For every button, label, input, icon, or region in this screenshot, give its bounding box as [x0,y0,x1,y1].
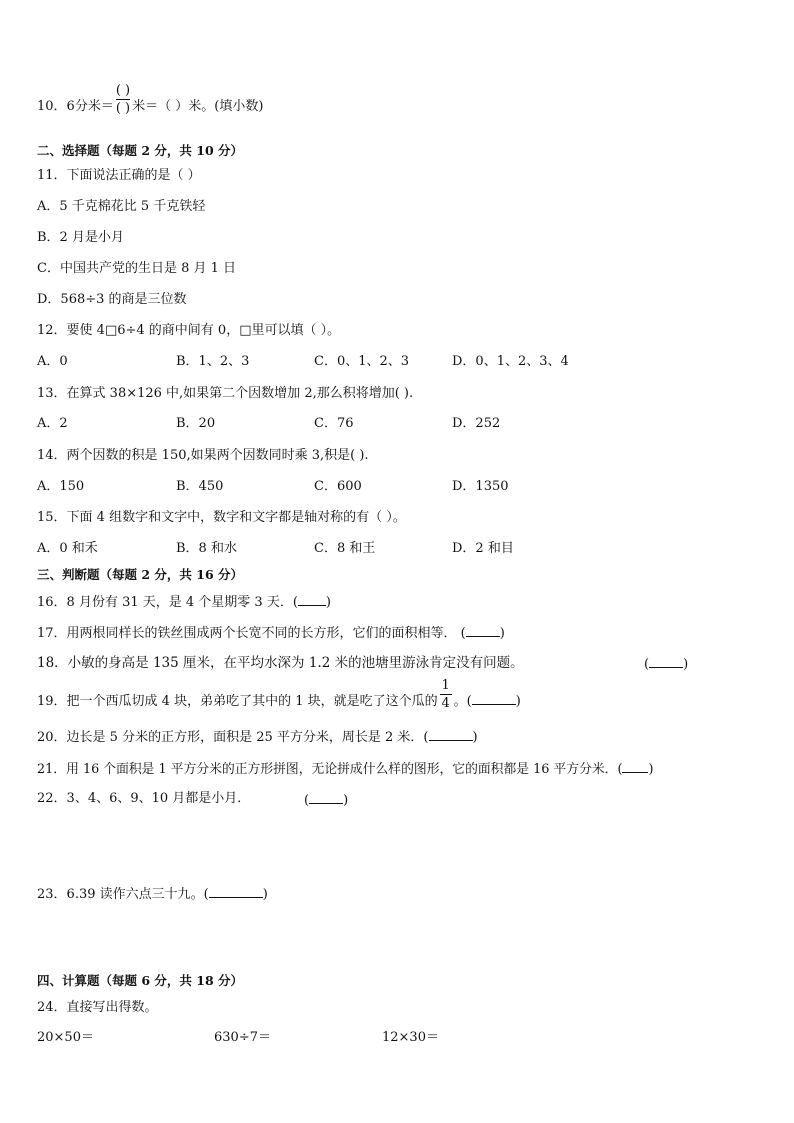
close-paren: ) [472,730,478,745]
question-14-stem: 14．两个因数的积是 150,如果两个因数同时乘 3,积是( ). [37,448,369,463]
q17-answer-blank[interactable] [466,624,500,637]
question-19 [37,678,521,712]
q15-option-d[interactable]: D．2 和目 [452,541,514,556]
q15-option-c[interactable]: C．8 和王 [314,541,376,556]
q11-option-b[interactable]: B．2 月是小月 [37,230,124,245]
close-paren: ) [262,887,268,902]
close-paren: ) [343,793,349,808]
close-paren: ) [683,657,689,672]
question-23 [37,885,268,903]
section-2-heading: 二、选择题（每题 2 分，共 10 分） [37,143,244,158]
q19-denominator: 4 [441,696,450,711]
q13-option-a[interactable]: A．2 [37,416,68,431]
q14-option-a[interactable]: A．150 [37,479,85,494]
open-paren: ( [304,793,310,808]
close-paren: ) [648,762,654,777]
close-paren: ) [499,626,505,641]
q23-text: 23．6.39 读作六点三十九。( [37,887,209,902]
q14-option-c[interactable]: C．600 [314,479,362,494]
open-paren: ( [644,657,650,672]
q13-option-d[interactable]: D．252 [452,416,501,431]
question-10 [37,83,264,117]
q19-numerator: 1 [441,678,450,693]
q16-text: 16．8 月份有 31 天，是 4 个星期零 3 天．( [37,595,298,610]
q10-suffix: 米＝（ ）米。(填小数) [132,99,264,114]
question-16 [37,593,331,611]
q24-expr-2: 630÷7＝ [214,1030,271,1045]
q11-option-a[interactable]: A．5 千克棉花比 5 千克铁轻 [37,199,206,214]
q18-answer-blank[interactable] [649,655,683,668]
q19-fraction [440,677,452,712]
q20-answer-blank[interactable] [429,728,473,741]
question-22 [37,791,250,807]
q13-option-c[interactable]: C．76 [314,416,354,431]
question-20 [37,728,478,746]
q20-text: 20．边长是 5 分米的正方形，面积是 25 平方分米，周长是 2 米．( [37,730,429,745]
q15-option-b[interactable]: B．8 和水 [176,541,237,556]
q22-text: 22．3、4、6、9、10 月都是小月． [37,791,251,806]
question-18 [37,655,524,671]
close-paren: ) [325,595,331,610]
q18-text: 18．小敏的身高是 135 厘米，在平均水深为 1.2 米的池塘里游泳肯定没有问题。 [37,655,524,671]
q14-option-d[interactable]: D．1350 [452,479,509,494]
question-21 [37,760,653,778]
q12-option-b[interactable]: B．1、2、3 [176,354,250,369]
q22-answer-blank[interactable] [309,791,343,804]
question-17 [37,624,505,642]
question-11-stem: 11．下面说法正确的是（ ） [37,168,201,183]
q15-option-a[interactable]: A．0 和禾 [37,541,98,556]
section-4-heading: 四、计算题（每题 6 分，共 18 分） [37,973,244,988]
q10-prefix: 10．6分米＝ [37,99,114,114]
section-3-heading: 三、判断题（每题 2 分，共 16 分） [37,567,244,582]
q24-expr-1: 20×50＝ [37,1030,94,1045]
close-paren: ) [515,694,521,709]
q19-text: 19．把一个西瓜切成 4 块，弟弟吃了其中的 1 块，就是吃了这个瓜的 [37,694,438,709]
q14-option-b[interactable]: B．450 [176,479,224,494]
q23-answer-blank[interactable] [209,885,263,898]
question-24-stem: 24．直接写出得数。 [37,1000,158,1015]
q10-denominator-blank[interactable]: ( ) [115,101,131,116]
q17-text: 17．用两根同样长的铁丝围成两个长宽不同的长方形，它们的面积相等． ( [37,626,466,641]
q12-option-d[interactable]: D．0、1、2、3、4 [452,354,569,369]
q10-fraction [116,82,130,117]
q10-numerator-blank[interactable]: ( ) [115,83,131,98]
q11-option-c[interactable]: C．中国共产党的生日是 8 月 1 日 [37,261,237,276]
question-15-stem: 15．下面 4 组数字和文字中，数字和文字都是轴对称的有（ ）。 [37,510,406,525]
q11-option-d[interactable]: D．568÷3 的商是三位数 [37,292,187,307]
question-13-stem: 13．在算式 38×126 中,如果第二个因数增加 2,那么积将增加( ). [37,386,414,401]
question-12-stem: 12．要使 4□6÷4 的商中间有 0，□里可以填（ ）。 [37,323,341,338]
q22-answer [304,791,348,809]
q24-expr-3: 12×30＝ [382,1030,439,1045]
q19-suffix: 。( [453,694,472,709]
q18-answer [644,655,688,673]
q12-option-c[interactable]: C．0、1、2、3 [314,354,410,369]
q13-option-b[interactable]: B．20 [176,416,216,431]
q21-text: 21．用 16 个面积是 1 平方分米的正方形拼图，无论拼成什么样的图形，它的面积都是 16 平方分米．( [37,762,623,777]
q12-option-a[interactable]: A．0 [37,354,68,369]
q19-answer-blank[interactable] [472,692,516,705]
q16-answer-blank[interactable] [298,593,326,606]
q21-answer-blank[interactable] [622,760,648,773]
